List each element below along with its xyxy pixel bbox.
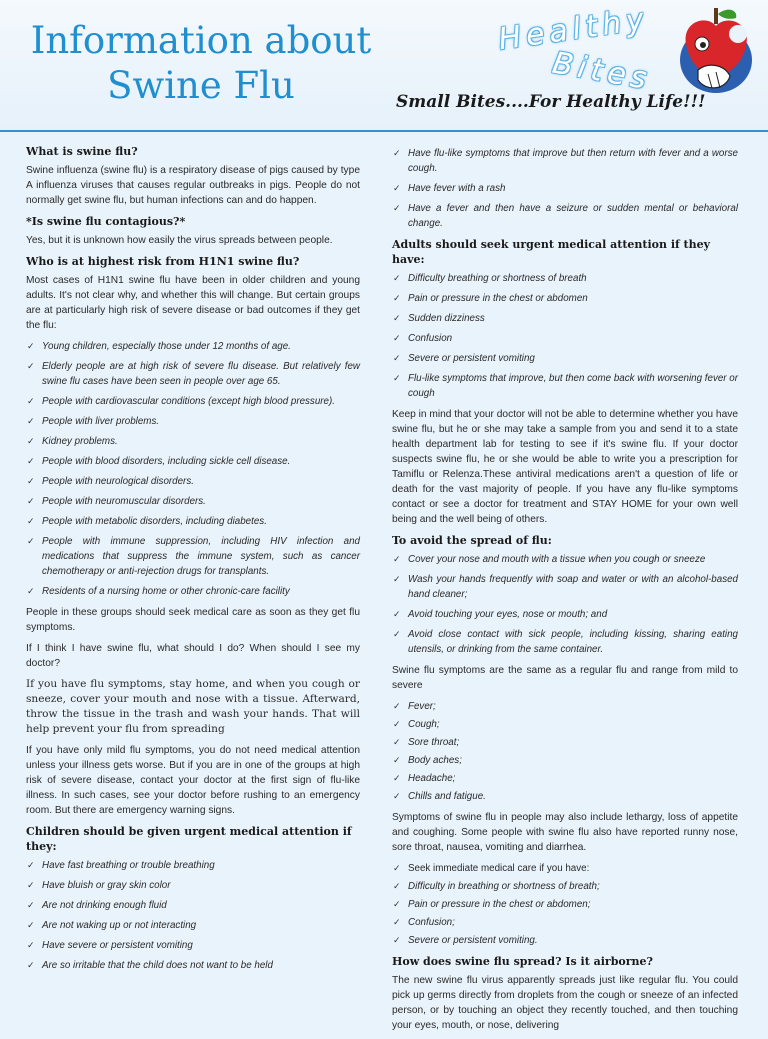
list-item: ✓ Have severe or persistent vomiting xyxy=(27,940,193,951)
check-icon: ✓ xyxy=(393,293,401,303)
check-icon: ✓ xyxy=(393,881,401,891)
check-icon: ✓ xyxy=(27,880,35,890)
check-icon: ✓ xyxy=(393,773,401,783)
title-line-1: Information about xyxy=(30,19,372,62)
check-icon: ✓ xyxy=(393,148,401,158)
check-icon: ✓ xyxy=(393,353,401,363)
list-item: ✓ People with liver problems. xyxy=(27,416,160,427)
check-icon: ✓ xyxy=(393,554,401,564)
list-item: ✓ Severe or persistent vomiting xyxy=(393,353,535,364)
page-header xyxy=(0,0,768,132)
list-item: ✓ Are not waking up or not interacting xyxy=(27,920,197,931)
check-icon: ✓ xyxy=(393,863,401,873)
check-icon: ✓ xyxy=(393,629,401,639)
heading-risk: Who is at highest risk from H1N1 swine flu? xyxy=(26,255,300,268)
right-column xyxy=(392,146,738,1039)
check-icon: ✓ xyxy=(27,860,35,870)
adults-list xyxy=(392,271,738,401)
check-icon: ✓ xyxy=(27,361,35,371)
para-risk: Most cases of H1N1 swine flu have been in older children and young adults. It's not clear why, and whether this will change. But certain groups are at particularly high risk of severe disease or bad outcomes if they get the flu: xyxy=(26,275,360,331)
check-icon: ✓ xyxy=(27,476,35,486)
para-if-think: If I think I have swine flu, what should I do? When should I see my doctor? xyxy=(26,643,360,669)
list-item: ✓ Flu-like symptoms that improve, but then come back with worsening fever or cough xyxy=(393,373,738,399)
check-icon: ✓ xyxy=(393,203,401,213)
list-item: ✓ Sore throat; xyxy=(393,737,460,748)
para-stay-home: If you have flu symptoms, stay home, and when you cough or sneeze, cover your mouth and nose with a tissue. Afterward, throw the tissue in the trash and wash your hands. That will help prevent your flu from spreading xyxy=(26,678,360,735)
apple-icon xyxy=(672,4,762,96)
heading-contagious: *Is swine flu contagious?* xyxy=(26,215,186,228)
check-icon: ✓ xyxy=(27,586,35,596)
list-item: ✓ Confusion xyxy=(393,333,453,344)
list-item: ✓ People with blood disorders, including sickle cell disease. xyxy=(27,456,291,467)
check-icon: ✓ xyxy=(27,516,35,526)
list-item: ✓ People with cardiovascular conditions (except high blood pressure). xyxy=(27,396,335,407)
children-list xyxy=(26,858,360,973)
check-icon: ✓ xyxy=(393,574,401,584)
list-item: ✓ Young children, especially those under 12 months of age. xyxy=(27,341,291,352)
list-item: ✓ Avoid close contact with sick people, including kissing, sharing eating utensils, or drinking from the same container. xyxy=(393,629,738,655)
list-item: ✓ Severe or persistent vomiting. xyxy=(393,935,538,946)
check-icon: ✓ xyxy=(27,900,35,910)
list-item: ✓ Seek immediate medical care if you have: xyxy=(393,863,590,874)
list-item: ✓ Avoid touching your eyes, nose or mouth; and xyxy=(393,609,608,620)
list-item: ✓ Headache; xyxy=(393,773,456,784)
list-item: ✓ Difficulty breathing or shortness of breath xyxy=(393,273,587,284)
check-icon: ✓ xyxy=(393,737,401,747)
check-icon: ✓ xyxy=(393,373,401,383)
list-item: ✓ Are so irritable that the child does not want to be held xyxy=(27,960,273,971)
list-item: ✓ Chills and fatigue. xyxy=(393,791,486,802)
heading-children: Children should be given urgent medical attention if they: xyxy=(26,825,352,853)
brand-word-bites: Bites xyxy=(549,45,655,98)
list-item: ✓ Difficulty in breathing or shortness of breath; xyxy=(393,881,600,892)
risk-list xyxy=(26,339,360,599)
list-item: ✓ Fever; xyxy=(393,701,436,712)
check-icon: ✓ xyxy=(393,935,401,945)
check-icon: ✓ xyxy=(393,719,401,729)
healthy-bites-logo xyxy=(496,1,668,98)
check-icon: ✓ xyxy=(393,791,401,801)
list-item: ✓ Kidney problems. xyxy=(27,436,118,447)
para-mild: If you have only mild flu symptoms, you do not need medical attention unless your illness gets worse. But if you are in one of the groups at high risk of severe disease, contact your doctor at the first sign of flu-like illness. In such cases, see your doctor before rushing to an emergency room. But there are emergency warning signs. xyxy=(26,745,360,816)
seek-care-list xyxy=(392,861,738,948)
para-spread: The new swine flu virus apparently spreads just like regular flu. You could pick up germs directly from droplets from the cough or sneeze of an infected person, or by touching an object they recently touched, and then touching your eyes, mouth, or nose, delivering xyxy=(392,975,738,1031)
check-icon: ✓ xyxy=(393,333,401,343)
list-item: ✓ Pain or pressure in the chest or abdomen; xyxy=(393,899,591,910)
list-item: ✓ Cover your nose and mouth with a tissue when you cough or sneeze xyxy=(393,554,706,565)
check-icon: ✓ xyxy=(393,917,401,927)
check-icon: ✓ xyxy=(27,960,35,970)
check-icon: ✓ xyxy=(27,940,35,950)
check-icon: ✓ xyxy=(393,183,401,193)
para-doctor: Keep in mind that your doctor will not be able to determine whether you have swine flu, but he or she may take a sample from you and send it to a state health department lab for testing to see if it's swine flu. If your doctor suspects swine flu, he or she would be able to write you a prescription for Tamiflu or Relenza.These antiviral medications aren't a question of life or death for the vast majority of people. If you have any flu-like symptoms contact or see a doctor for treatment and STAY HOME for your own well being and the well being of others. xyxy=(392,409,739,525)
para-contagious: Yes, but it is unknown how easily the virus spreads between people. xyxy=(26,235,333,246)
page-title xyxy=(16,18,386,108)
list-item: ✓ Residents of a nursing home or other chronic-care facility xyxy=(27,586,290,597)
list-item: ✓ Elderly people are at high risk of severe flu disease. But relatively few swine flu cases have been seen in people over age 65. xyxy=(27,361,360,387)
list-item: ✓ Have a fever and then have a seizure or sudden mental or behavioral change. xyxy=(393,203,738,229)
warning-list xyxy=(392,146,738,231)
brand-word-healthy: Healthy xyxy=(496,1,651,58)
list-item: ✓ Sudden dizziness xyxy=(393,313,485,324)
title-line-2: Swine Flu xyxy=(107,64,295,107)
list-item: ✓ Have bluish or gray skin color xyxy=(27,880,171,891)
check-icon: ✓ xyxy=(393,899,401,909)
list-item: ✓ People with neurological disorders. xyxy=(27,476,194,487)
list-item: ✓ Body aches; xyxy=(393,755,462,766)
check-icon: ✓ xyxy=(27,536,35,546)
list-item: ✓ People with neuromuscular disorders. xyxy=(27,496,206,507)
list-item: ✓ Confusion; xyxy=(393,917,455,928)
tagline: Small Bites....For Healthy Life!!! xyxy=(396,92,706,112)
heading-avoid: To avoid the spread of flu: xyxy=(392,534,552,547)
check-icon: ✓ xyxy=(393,313,401,323)
para-seek-care: People in these groups should seek medical care as soon as they get flu symptoms. xyxy=(26,607,360,633)
check-icon: ✓ xyxy=(27,341,35,351)
list-item: ✓ Have flu-like symptoms that improve but then return with fever and a worse cough. xyxy=(393,148,738,174)
check-icon: ✓ xyxy=(393,609,401,619)
check-icon: ✓ xyxy=(27,920,35,930)
para-other-symptoms: Symptoms of swine flu in people may also include lethargy, loss of appetite and coughing. Some people with swine flu also have reported runny nose, sore throat, nausea, vomiting and diarrhea. xyxy=(392,812,738,853)
check-icon: ✓ xyxy=(393,701,401,711)
heading-what-is: What is swine flu? xyxy=(26,145,138,158)
check-icon: ✓ xyxy=(27,436,35,446)
symptom-list xyxy=(392,699,738,804)
para-what-is: Swine influenza (swine flu) is a respiratory disease of pigs caused by type A influenza viruses that causes regular outbreaks in pigs. People do not normally get swine flu, but human infections can and do happen. xyxy=(26,165,360,206)
left-column xyxy=(26,144,360,979)
check-icon: ✓ xyxy=(27,496,35,506)
list-item: ✓ Have fast breathing or trouble breathing xyxy=(27,860,215,871)
list-item: ✓ People with metabolic disorders, including diabetes. xyxy=(27,516,267,527)
check-icon: ✓ xyxy=(27,396,35,406)
list-item: ✓ Cough; xyxy=(393,719,440,730)
heading-spread: How does swine flu spread? Is it airborne? xyxy=(392,955,653,968)
check-icon: ✓ xyxy=(27,456,35,466)
list-item: ✓ Are not drinking enough fluid xyxy=(27,900,167,911)
para-same-as-flu: Swine flu symptoms are the same as a regular flu and range from mild to severe xyxy=(392,665,738,691)
list-item: ✓ Have fever with a rash xyxy=(393,183,506,194)
heading-adults: Adults should seek urgent medical attention if they have: xyxy=(392,238,711,266)
avoid-list xyxy=(392,552,738,657)
check-icon: ✓ xyxy=(393,273,401,283)
list-item: ✓ Wash your hands frequently with soap and water or with an alcohol-based hand cleaner; xyxy=(393,574,738,600)
check-icon: ✓ xyxy=(27,416,35,426)
list-item: ✓ Pain or pressure in the chest or abdomen xyxy=(393,293,588,304)
check-icon: ✓ xyxy=(393,755,401,765)
list-item: ✓ People with immune suppression, including HIV infection and medications that suppress the immune system, such as cancer chemotherapy or anti-rejection drugs for transplants. xyxy=(27,536,360,577)
